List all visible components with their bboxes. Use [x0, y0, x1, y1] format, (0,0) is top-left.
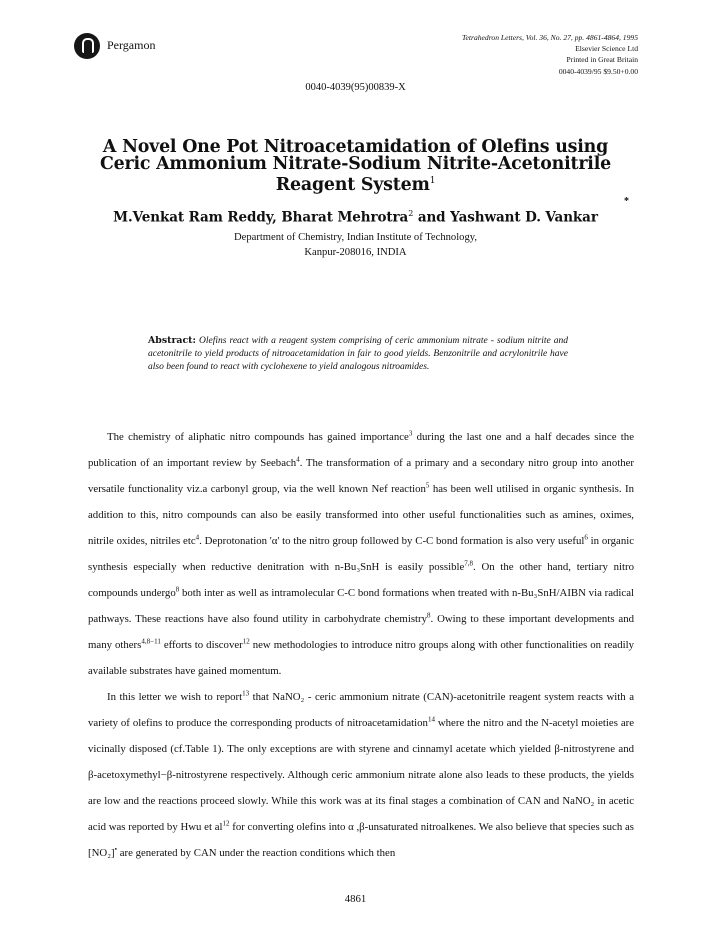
text-run: efforts to discover: [160, 639, 243, 651]
paragraph-2: [88, 684, 634, 866]
citation-superscript: 4: [195, 533, 200, 542]
citation-superscript: 3: [408, 429, 413, 438]
publisher-name: Pergamon: [107, 38, 156, 52]
text-run: during the last one and a half decades since the publication of an important review by Seebach: [88, 431, 634, 469]
text-run: In this letter we wish to report: [107, 691, 243, 703]
citation-superscript: 14: [427, 715, 435, 724]
title-line-1: A Novel One Pot Nitroacetamidation of Olefins using: [102, 137, 609, 157]
text-run: both inter as well as intramolecular C-C bond formations when treated with n-Bu₃SnH/AIBN via radical pathways. These reactions have also found utility in carbohydrate chemistry: [88, 587, 634, 625]
citation-superscript: 13: [242, 689, 250, 698]
abstract-text: Olefins react with a reagent system comprising of ceric ammonium nitrate - sodium nitrite and acetonitrile to yield products of nitroacetamidation in fair to good yields. Benzonitrile and acrylonitrile have also been found to react with cyclohexene to yield analogous nitroamides.: [148, 336, 568, 372]
text-run: for converting olefins into α ,β-unsaturated nitroalkenes. We also believe that species such as [NO₂]: [88, 821, 634, 859]
text-run: The chemistry of aliphatic nitro compounds has gained importance: [107, 431, 409, 443]
journal-header: [462, 32, 638, 77]
citation-superscript: 7,8: [464, 559, 474, 568]
citation-superscript: 8: [175, 585, 180, 594]
affiliation-line-2: Kanpur-208016, INDIA: [304, 247, 407, 258]
text-run: . Deprotonation 'α' to the nitro group followed by C-C bond formation is also very useful: [199, 535, 585, 547]
text-run: are generated by CAN under the reaction conditions which then: [117, 847, 396, 859]
corresponding-author-mark: *: [624, 196, 629, 207]
title-line-3: Reagent System$^1$: [275, 174, 436, 195]
citation-superscript: 4,8−11: [141, 637, 161, 646]
text-run: in organic synthesis especially when reductive denitration with n-Bu₃SnH is easily possible: [88, 535, 635, 573]
paragraph-1: [88, 424, 634, 684]
citation-superscript: 5: [425, 481, 430, 490]
pergamon-logo-icon: [74, 33, 100, 59]
title-line-2: Ceric Ammonium Nitrate-Sodium Nitrite-Acetonitrile: [100, 154, 611, 174]
copyright-line: Elsevier Science Ltd: [575, 44, 638, 54]
journal-citation: Tetrahedron Letters, Vol. 36, No. 27, pp. 4861-4864, 1995: [462, 33, 638, 42]
citation-superscript: •: [114, 845, 118, 854]
paper-title: [80, 139, 631, 194]
citation-superscript: 12: [222, 819, 230, 828]
citation-superscript: 8: [427, 611, 431, 620]
printed-line: Printed in Great Britain: [566, 55, 638, 65]
citation-superscript: 4: [296, 455, 300, 464]
body-text: [88, 424, 634, 866]
text-run: . The transformation of a primary and a secondary nitro group into another versatile functionality viz.a carbonyl group, via the well known Nef reaction: [88, 457, 635, 495]
citation-superscript: 12: [242, 637, 250, 646]
text-run: where the nitro and the N-acetyl moieties are vicinally disposed (cf.Table 1). The only exceptions are with styrene and cinnamyl acetate which yielded β-nitrostyrene and β-acetoxymethyl−β-nitrostyrene respectively. Although ceric ammonium nitrate alone also leads to these products, the yields are low and the reactions proceed slowly. While this work was at its final stages a combination of CAN and NaNO₂ in acetic acid was reported by Hwu et al: [88, 717, 634, 833]
text-run: . Owing to these important developments and many others: [88, 613, 634, 651]
text-run: has been well utilised in organic synthesis. In addition to this, nitro compounds can also be easily transformed into other useful functionalities such as amines, oximes, nitrile oxides, nitriles etc: [88, 483, 634, 547]
text-run: that NaNO₂ - ceric ammonium nitrate (CAN)-acetonitrile reagent system reacts with a variety of olefins to produce the corresponding products of nitroacetamidation: [88, 691, 635, 729]
affiliation: [80, 230, 631, 260]
affiliation-line-1: Department of Chemistry, Indian Institute of Technology,: [233, 232, 478, 243]
text-run: new methodologies to introduce nitro groups along with other functionalities on readily available substrates have gained momentum.: [88, 639, 635, 677]
doi-code: 0040-4039(95)00839-X: [305, 82, 406, 93]
page-number: 4861: [344, 893, 367, 905]
author-list: M.Venkat Ram Reddy, Bharat Mehrotra$^2$ and Yashwant D. Vankar: [113, 209, 598, 226]
price-code: 0040-4039/95 $9.50+0.00: [558, 66, 638, 76]
abstract: [148, 334, 568, 374]
citation-superscript: 6: [584, 533, 588, 542]
abstract-label: Abstract:: [148, 335, 196, 346]
text-run: . On the other hand, tertiary nitro compounds undergo: [88, 561, 634, 599]
